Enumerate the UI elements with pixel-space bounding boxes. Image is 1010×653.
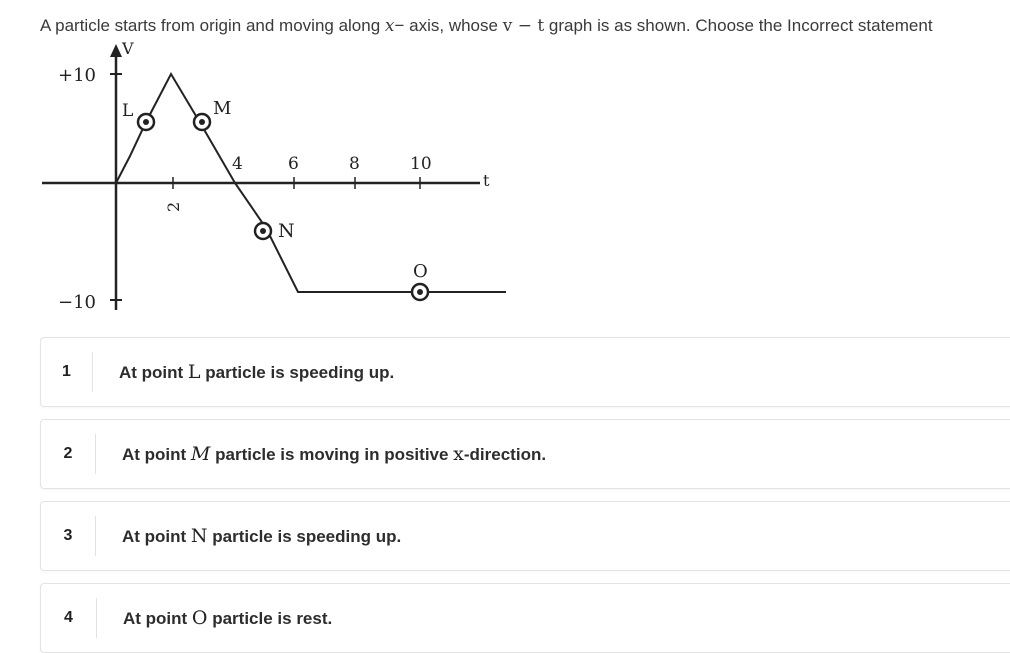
option-4[interactable] bbox=[40, 583, 1010, 653]
point-L-label: L bbox=[122, 101, 134, 121]
option-text bbox=[93, 361, 394, 383]
x-axis-label: t bbox=[483, 171, 490, 190]
option-text-before: At point bbox=[123, 609, 192, 628]
option-symbol: N bbox=[190, 525, 208, 547]
v-axis-arrow-icon bbox=[110, 44, 122, 57]
option-symbol: L bbox=[187, 361, 201, 383]
y-top-label: +10 bbox=[58, 65, 96, 86]
point-M-marker-icon bbox=[194, 114, 210, 130]
option-number: 1 bbox=[41, 352, 93, 392]
point-N-label: N bbox=[278, 220, 295, 242]
point-N-marker-icon bbox=[255, 223, 271, 239]
option-text bbox=[97, 607, 332, 629]
option-text-after: particle is moving in positive bbox=[210, 445, 454, 464]
option-text-after: particle is speeding up. bbox=[207, 527, 402, 546]
question-graph-symbol: v − t bbox=[502, 16, 545, 36]
question-text bbox=[40, 14, 1000, 38]
option-3[interactable] bbox=[40, 501, 1010, 571]
point-O-marker-icon bbox=[412, 284, 428, 300]
option-symbol: M bbox=[190, 443, 211, 465]
point-O-label: O bbox=[413, 261, 428, 282]
option-symbol: O bbox=[191, 607, 208, 629]
option-symbol-2: x bbox=[453, 443, 464, 465]
x-tick-label-2: 2 bbox=[164, 201, 183, 212]
option-text-before: At point bbox=[119, 363, 188, 382]
question-prefix: A particle starts from origin and moving along bbox=[40, 16, 385, 35]
vt-graph bbox=[36, 38, 516, 323]
vt-graph-figure bbox=[36, 38, 516, 323]
option-text bbox=[96, 525, 401, 547]
question-suffix: graph is as shown. Choose the Incorrect statement bbox=[544, 16, 933, 35]
y-axis-label: V bbox=[122, 39, 134, 58]
option-text-after: particle is rest. bbox=[207, 609, 333, 628]
option-1[interactable] bbox=[40, 337, 1010, 407]
option-text-before: At point bbox=[122, 445, 191, 464]
x-tick-label-10: 10 bbox=[410, 154, 432, 174]
option-number: 4 bbox=[41, 598, 97, 638]
x-tick-label-4: 4 bbox=[232, 154, 243, 174]
option-text-after-2: -direction. bbox=[463, 445, 547, 464]
x-tick-label-6: 6 bbox=[288, 154, 299, 174]
y-bottom-label: −10 bbox=[58, 292, 96, 313]
option-number: 3 bbox=[41, 516, 96, 556]
x-tick-label-8: 8 bbox=[349, 154, 360, 174]
option-text-after: particle is speeding up. bbox=[200, 363, 395, 382]
question-axis-suffix: − axis, whose bbox=[394, 16, 503, 35]
option-2[interactable] bbox=[40, 419, 1010, 489]
question-axis-symbol: x bbox=[384, 16, 395, 36]
option-text bbox=[96, 443, 546, 465]
point-M-label: M bbox=[213, 98, 232, 119]
option-number: 2 bbox=[41, 434, 96, 474]
point-L-marker-icon bbox=[138, 114, 154, 130]
option-text-before: At point bbox=[122, 527, 191, 546]
